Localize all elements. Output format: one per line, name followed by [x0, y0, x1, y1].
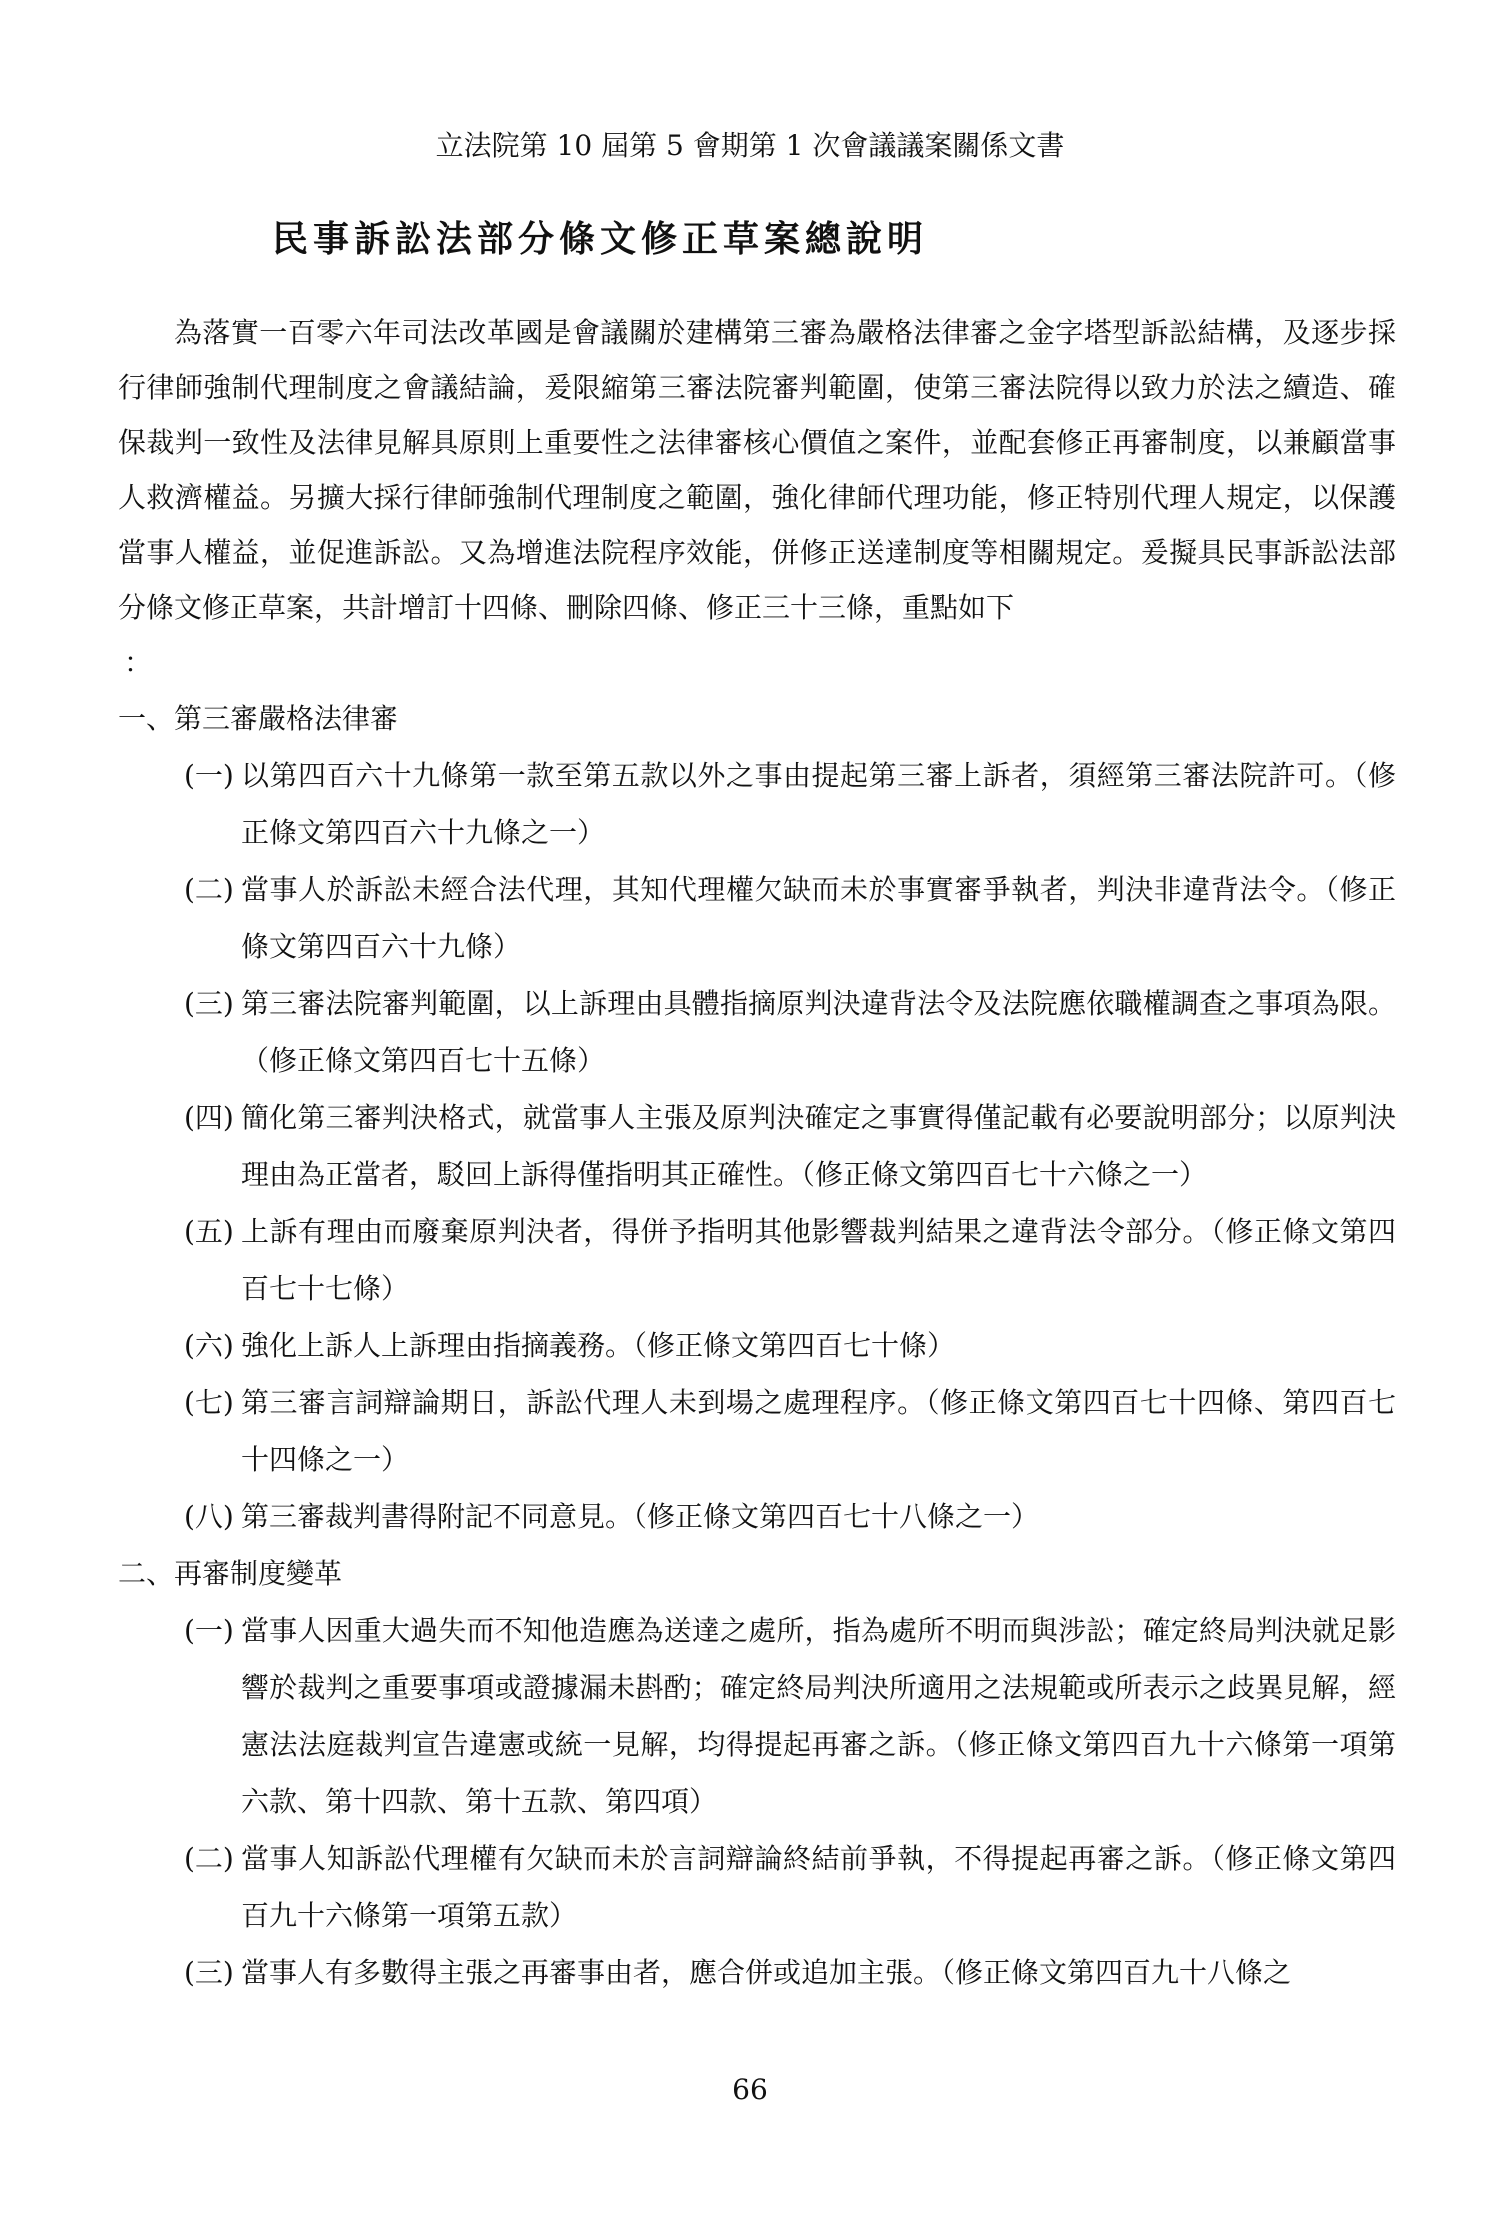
- item-number: (一): [184, 759, 234, 792]
- item-text: 以第四百六十九條第一款至第五款以外之事由提起第三審上訴者，須經第三審法院許可。（修正條文第四百六十九條之一）: [241, 759, 1396, 849]
- item-text: 第三審法院審判範圍，以上訴理由具體指摘原判決違背法令及法院應依職權調查之事項為限。（修正條文第四百七十五條）: [241, 987, 1396, 1077]
- item-number: (二): [184, 873, 234, 906]
- item-text: 當事人因重大過失而不知他造應為送達之處所，指為處所不明而與涉訟；確定終局判決就足影響於裁判之重要事項或證據漏未斟酌；確定終局判決所適用之法規範或所表示之歧異見解，經憲法法庭裁判宣告違憲或統一見解，均得提起再審之訴。（修正條文第四百九十六條第一項第六款、第十四款、第十五款、第四項）: [241, 1614, 1396, 1818]
- document-header: 立法院第 10 屆第 5 會期第 1 次會議議案關係文書: [435, 129, 1065, 162]
- item-text: 強化上訴人上訴理由指摘義務。（修正條文第四百七十條）: [241, 1329, 956, 1362]
- section-1: [118, 690, 1396, 1545]
- list-item: [184, 975, 1396, 1089]
- intro-colon: ：: [124, 646, 153, 679]
- intro-paragraph: 為落實一百零六年司法改革國是會議關於建構第三審為嚴格法律審之金字塔型訴訟結構，及逐步採行律師強制代理制度之會議結論，爰限縮第三審法院審判範圍，使第三審法院得以致力於法之續造、確保裁判一致性及法律見解具原則上重要性之法律審核心價值之案件，並配套修正再審制度，以兼顧當事人救濟權益。另擴大採行律師強制代理制度之範圍，強化律師代理功能，修正特別代理人規定，以保護當事人權益，並促進訴訟。又為增進法院程序效能，併修正送達制度等相關規定。爰擬具民事訴訟法部分條文修正草案，共計增訂十四條、刪除四條、修正三十三條，重點如下: [118, 316, 1396, 624]
- list-item: [184, 1602, 1396, 1830]
- section-2: [118, 1545, 1396, 2001]
- item-number: (五): [184, 1215, 234, 1248]
- item-text: 第三審裁判書得附記不同意見。（修正條文第四百七十八條之一）: [241, 1500, 1040, 1533]
- list-item: [184, 1203, 1396, 1317]
- item-text: 當事人有多數得主張之再審事由者，應合併或追加主張。（修正條文第四百九十八條之: [241, 1956, 1292, 1989]
- list-item: [184, 1488, 1396, 1545]
- document-title: 民事訴訟法部分條文修正草案總說明: [272, 218, 929, 260]
- document-body: [118, 305, 1396, 2001]
- page-number: 66: [732, 2073, 768, 2106]
- item-text: 當事人於訴訟未經合法代理，其知代理權欠缺而未於事實審爭執者，判決非違背法令。（修正條文第四百六十九條）: [241, 873, 1396, 963]
- list-item: [184, 1089, 1396, 1203]
- item-number: (七): [184, 1386, 234, 1419]
- section-heading: 二、再審制度變革: [118, 1557, 343, 1590]
- item-text: 當事人知訴訟代理權有欠缺而未於言詞辯論終結前爭執，不得提起再審之訴。（修正條文第四百九十六條第一項第五款）: [241, 1842, 1396, 1932]
- item-number: (四): [184, 1101, 234, 1134]
- list-item: [184, 747, 1396, 861]
- section-heading: 一、第三審嚴格法律審: [118, 702, 399, 735]
- list-item: [184, 1317, 1396, 1374]
- list-item: [184, 1944, 1396, 2001]
- item-number: (一): [184, 1614, 234, 1647]
- item-text: 第三審言詞辯論期日，訴訟代理人未到場之處理程序。（修正條文第四百七十四條、第四百七十四條之一）: [241, 1386, 1396, 1476]
- item-number: (二): [184, 1842, 234, 1875]
- item-text: 上訴有理由而廢棄原判決者，得併予指明其他影響裁判結果之違背法令部分。（修正條文第四百七十七條）: [241, 1215, 1396, 1305]
- item-number: (三): [184, 987, 234, 1020]
- list-item: [184, 1374, 1396, 1488]
- list-item: [184, 861, 1396, 975]
- item-number: (六): [184, 1329, 234, 1362]
- item-number: (八): [184, 1500, 234, 1533]
- list-item: [184, 1830, 1396, 1944]
- item-text: 簡化第三審判決格式，就當事人主張及原判決確定之事實得僅記載有必要說明部分；以原判決理由為正當者，駁回上訴得僅指明其正確性。（修正條文第四百七十六條之一）: [241, 1101, 1396, 1191]
- item-number: (三): [184, 1956, 234, 1989]
